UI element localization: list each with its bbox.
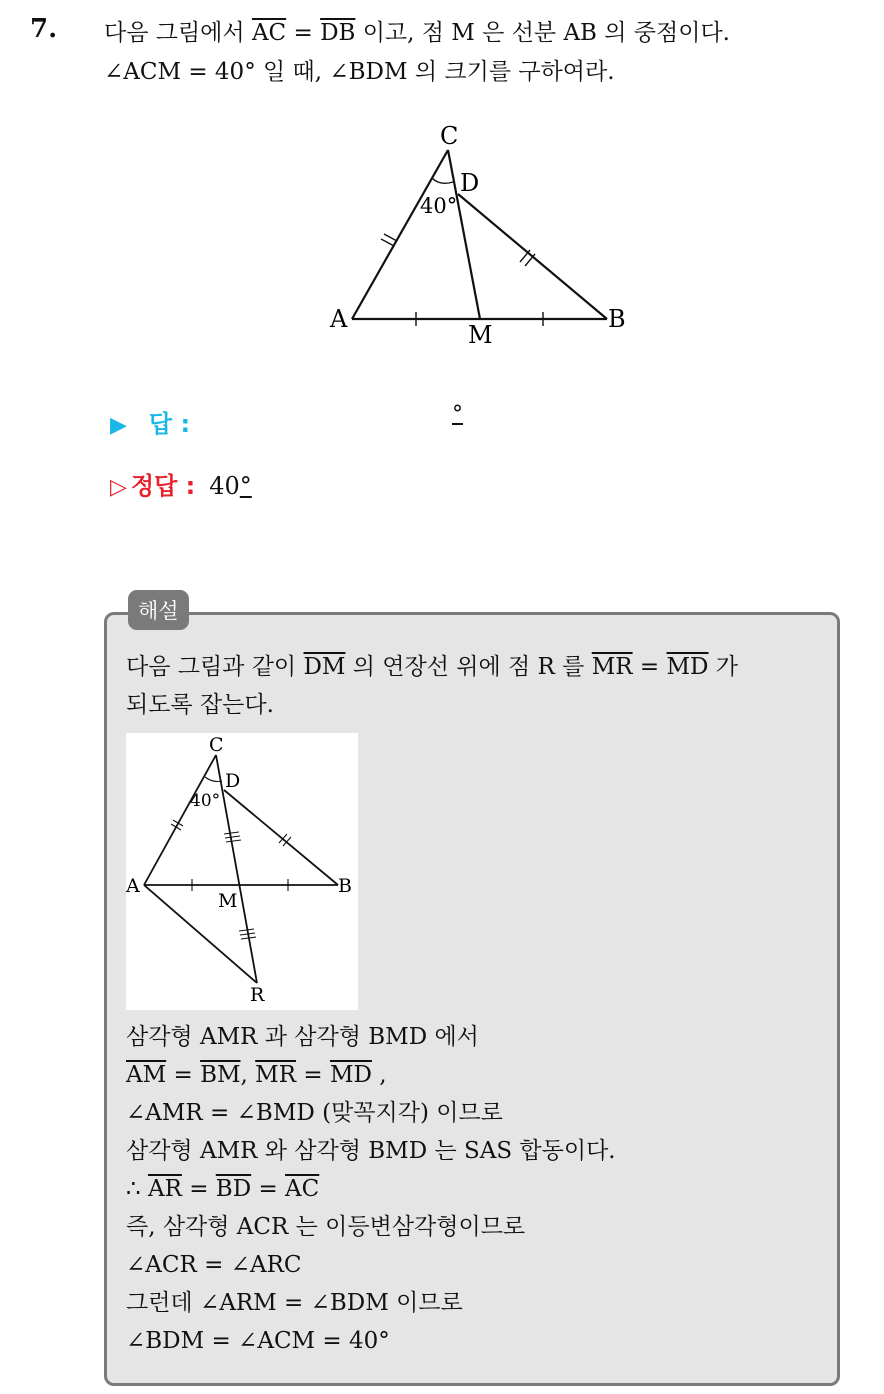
segment-am: $\overline{AM}$ (126, 1062, 167, 1088)
text-part: = (181, 1176, 216, 1202)
solution-figure (126, 733, 358, 1010)
step-7: ∠ACR = ∠ARC (126, 1252, 302, 1278)
problem-line-1 (104, 14, 874, 53)
text-part: , (371, 1062, 387, 1088)
label-m: M (468, 321, 493, 349)
segment-dm: $\overline{DM}$ (303, 654, 346, 680)
correct-label: 정답 : (130, 472, 196, 500)
text-part: 다음 그림과 같이 (126, 654, 304, 680)
intro-line-2: 되도록 잡는다. (126, 692, 274, 718)
answer-marker-icon: ▶ (110, 413, 127, 438)
correct-value: 40 (209, 472, 240, 500)
problem-text (104, 14, 874, 92)
segment-mr: $\overline{MR}$ (591, 654, 633, 680)
text-part: 다음 그림에서 (104, 20, 252, 46)
step-5 (126, 1170, 616, 1208)
segment-ar: $\overline{AR}$ (147, 1176, 182, 1202)
label-c: C (440, 122, 459, 150)
angle-label: 40° (190, 791, 221, 811)
text-part: 가 (708, 654, 739, 680)
correct-marker-icon: ▷ (110, 475, 127, 500)
text-part: = (296, 1062, 330, 1088)
text-part: = (166, 1062, 201, 1088)
step-1: 삼각형 AMR 과 삼각형 BMD 에서 (126, 1024, 479, 1050)
step-2 (126, 1056, 616, 1094)
text-part: ∴ (126, 1176, 148, 1202)
segment-db: $\overline{DB}$ (320, 20, 356, 46)
label-b: B (338, 875, 352, 897)
text-part: = (286, 20, 321, 46)
answer-row (110, 404, 190, 439)
angle-label: 40° (420, 194, 458, 218)
segment-ac: $\overline{AC}$ (251, 20, 287, 46)
problem-number: 7. (30, 14, 58, 44)
segment-md: $\overline{MD}$ (329, 1062, 372, 1088)
line-db (224, 790, 338, 885)
label-c: C (209, 734, 224, 756)
angle-arc (432, 178, 453, 183)
step-4: 삼각형 AMR 와 삼각형 BMD 는 SAS 합동이다. (126, 1138, 616, 1164)
label-d: D (225, 770, 241, 792)
step-8: 그런데 ∠ARM = ∠BDM 이므로 (126, 1290, 463, 1316)
segment-bm: $\overline{BM}$ (200, 1062, 241, 1088)
answer-blank[interactable]: ° (452, 402, 463, 427)
text-part: 의 연장선 위에 점 R 를 (345, 654, 592, 680)
problem-line-2: ∠ACM = 40° 일 때, ∠BDM 의 크기를 구하여라. (104, 59, 615, 85)
label-a: A (126, 875, 140, 897)
segment-mr: $\overline{MR}$ (255, 1062, 297, 1088)
step-9: ∠BDM = ∠ACM = 40° (126, 1328, 390, 1354)
solution-steps (126, 1018, 616, 1360)
segment-ac: $\overline{AC}$ (285, 1176, 320, 1202)
label-d: D (460, 169, 480, 197)
intro-line-1 (126, 648, 826, 686)
step-3: ∠AMR = ∠BMD (맞꼭지각) 이므로 (126, 1100, 503, 1126)
correct-unit: ° (239, 472, 252, 500)
tick-marks (381, 234, 543, 326)
segment-md: $\overline{MD}$ (666, 654, 709, 680)
segment-bd: $\overline{BD}$ (215, 1176, 252, 1202)
label-r: R (250, 984, 265, 1006)
label-m: M (218, 890, 238, 912)
answer-label: 답 : (148, 410, 191, 438)
line-ca (144, 755, 216, 885)
line-ca (352, 150, 448, 319)
step-6: 즉, 삼각형 ACR 는 이등변삼각형이므로 (126, 1214, 526, 1240)
text-part: = (251, 1176, 286, 1202)
problem-figure (320, 116, 626, 356)
label-b: B (608, 305, 626, 333)
text-part: , (240, 1062, 256, 1088)
text-part: = (632, 654, 667, 680)
solution-intro (126, 648, 826, 724)
label-a: A (330, 305, 348, 333)
solution-tag: 해설 (128, 590, 189, 630)
correct-answer-row (110, 466, 252, 501)
text-part: 이고, 점 M 은 선분 AB 의 중점이다. (355, 20, 730, 46)
line-ar (144, 885, 257, 983)
